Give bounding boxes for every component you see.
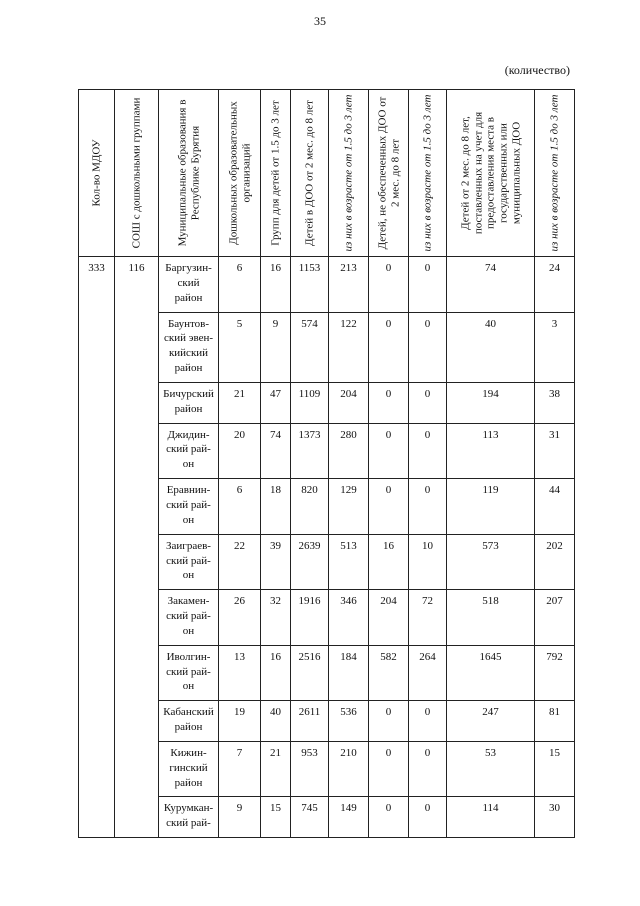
table-cell: 1645 bbox=[447, 645, 535, 701]
table-cell: 1916 bbox=[291, 590, 329, 646]
table-cell: 53 bbox=[447, 741, 535, 797]
table-cell: 7 bbox=[219, 741, 261, 797]
municipality-name-cell: Заиграев- ский рай- он bbox=[159, 534, 219, 590]
table-cell: 204 bbox=[329, 382, 369, 423]
table-cell: 0 bbox=[369, 382, 409, 423]
table-cell: 536 bbox=[329, 701, 369, 742]
table-cell: 38 bbox=[535, 382, 575, 423]
table-cell: 39 bbox=[261, 534, 291, 590]
page-number: 35 bbox=[314, 14, 326, 28]
table-cell: 22 bbox=[219, 534, 261, 590]
table-cell: 280 bbox=[329, 423, 369, 479]
table-cell: 10 bbox=[409, 534, 447, 590]
column-header-label: Кол-во МДОУ bbox=[90, 139, 103, 207]
table-header-row bbox=[79, 90, 575, 257]
table-cell: 19 bbox=[219, 701, 261, 742]
column-header-label: Детей от 2 мес. до 8 лет, поставленных на учет для предоставления места в государственных или муниципальных ДОО bbox=[458, 111, 522, 235]
table-cell: 6 bbox=[219, 479, 261, 535]
table-cell: 0 bbox=[409, 701, 447, 742]
table-cell: 953 bbox=[291, 741, 329, 797]
column-header-label: СОШ с дошкольными группами bbox=[130, 97, 143, 249]
column-header-label: Муниципальные образования в Республике Бурятия bbox=[175, 99, 201, 247]
table-cell: 194 bbox=[447, 382, 535, 423]
column-header-label: из них в возрасте от 1.5 до 3 лет bbox=[342, 94, 355, 252]
municipality-name-cell: Курумкан- ский рай- bbox=[159, 797, 219, 838]
table-cell: 792 bbox=[535, 645, 575, 701]
municipality-name-cell: Баунтов- ский эвен- кийский район bbox=[159, 312, 219, 382]
table-cell: 40 bbox=[261, 701, 291, 742]
table-cell: 0 bbox=[409, 741, 447, 797]
table-cell: 21 bbox=[261, 741, 291, 797]
municipality-name-cell: Бичурский район bbox=[159, 382, 219, 423]
table-cell: 122 bbox=[329, 312, 369, 382]
table-cell: 2611 bbox=[291, 701, 329, 742]
table-cell: 2639 bbox=[291, 534, 329, 590]
table-body bbox=[79, 257, 575, 838]
column-header-label: Детей, не обеспеченных ДОО от 2 мес. до 8 лет bbox=[375, 96, 401, 250]
column-header bbox=[159, 90, 219, 257]
table-cell: 745 bbox=[291, 797, 329, 838]
table-cell: 129 bbox=[329, 479, 369, 535]
table-cell: 113 bbox=[447, 423, 535, 479]
column-header bbox=[447, 90, 535, 257]
table-cell: 1153 bbox=[291, 257, 329, 313]
table-cell: 24 bbox=[535, 257, 575, 313]
column-header-label: Детей в ДОО от 2 мес. до 8 лет bbox=[303, 100, 316, 246]
table-cell: 247 bbox=[447, 701, 535, 742]
table-cell: 346 bbox=[329, 590, 369, 646]
column-header bbox=[79, 90, 115, 257]
table-cell: 0 bbox=[409, 479, 447, 535]
table-cell: 13 bbox=[219, 645, 261, 701]
table-cell: 513 bbox=[329, 534, 369, 590]
municipality-name-cell: Кабанский район bbox=[159, 701, 219, 742]
table-cell: 0 bbox=[409, 797, 447, 838]
municipality-name-cell: Закамен- ский рай- он bbox=[159, 590, 219, 646]
table-cell: 184 bbox=[329, 645, 369, 701]
table-cell: 0 bbox=[369, 479, 409, 535]
table-cell: 0 bbox=[369, 257, 409, 313]
table-cell: 0 bbox=[409, 423, 447, 479]
table-cell: 114 bbox=[447, 797, 535, 838]
table-cell: 18 bbox=[261, 479, 291, 535]
table-cell: 264 bbox=[409, 645, 447, 701]
table-cell: 202 bbox=[535, 534, 575, 590]
table-cell: 16 bbox=[261, 645, 291, 701]
total-mdou-cell: 333 bbox=[79, 257, 115, 838]
table-cell: 40 bbox=[447, 312, 535, 382]
table-cell: 574 bbox=[291, 312, 329, 382]
table-cell: 0 bbox=[369, 797, 409, 838]
table-cell: 582 bbox=[369, 645, 409, 701]
table-cell: 5 bbox=[219, 312, 261, 382]
column-header-label: Дошкольных образовательных организаций bbox=[226, 101, 252, 245]
municipality-name-cell: Кижин- гинский район bbox=[159, 741, 219, 797]
table-cell: 518 bbox=[447, 590, 535, 646]
table-cell: 3 bbox=[535, 312, 575, 382]
column-header-label: из них в возрасте от 1.5 до 3 лет bbox=[421, 94, 434, 252]
table-cell: 2516 bbox=[291, 645, 329, 701]
column-header bbox=[219, 90, 261, 257]
column-header bbox=[115, 90, 159, 257]
table-cell: 72 bbox=[409, 590, 447, 646]
table-cell: 16 bbox=[261, 257, 291, 313]
table-cell: 44 bbox=[535, 479, 575, 535]
table-cell: 0 bbox=[369, 423, 409, 479]
municipality-name-cell: Баргузин- ский район bbox=[159, 257, 219, 313]
statistics-table bbox=[78, 89, 575, 838]
table-cell: 0 bbox=[409, 312, 447, 382]
table-cell: 6 bbox=[219, 257, 261, 313]
table-cell: 30 bbox=[535, 797, 575, 838]
table-cell: 0 bbox=[369, 741, 409, 797]
column-header bbox=[329, 90, 369, 257]
table-cell: 0 bbox=[409, 382, 447, 423]
table-cell: 26 bbox=[219, 590, 261, 646]
table-cell: 32 bbox=[261, 590, 291, 646]
table-cell: 1373 bbox=[291, 423, 329, 479]
table-cell: 1109 bbox=[291, 382, 329, 423]
unit-note: (количество) bbox=[504, 63, 570, 77]
column-header bbox=[369, 90, 409, 257]
table-cell: 15 bbox=[535, 741, 575, 797]
column-header-label: из них в возрасте от 1.5 до 3 лет bbox=[548, 94, 561, 252]
table-cell: 820 bbox=[291, 479, 329, 535]
table-cell: 74 bbox=[261, 423, 291, 479]
municipality-name-cell: Еравнин- ский рай- он bbox=[159, 479, 219, 535]
table-cell: 16 bbox=[369, 534, 409, 590]
column-header-label: Групп для детей от 1.5 до 3 лет bbox=[269, 100, 282, 246]
table-cell: 81 bbox=[535, 701, 575, 742]
table-cell: 207 bbox=[535, 590, 575, 646]
table-cell: 204 bbox=[369, 590, 409, 646]
column-header bbox=[409, 90, 447, 257]
table-cell: 47 bbox=[261, 382, 291, 423]
table-cell: 149 bbox=[329, 797, 369, 838]
table-cell: 119 bbox=[447, 479, 535, 535]
table-cell: 31 bbox=[535, 423, 575, 479]
table-cell: 15 bbox=[261, 797, 291, 838]
table-cell: 74 bbox=[447, 257, 535, 313]
column-header bbox=[291, 90, 329, 257]
total-sosh-cell: 116 bbox=[115, 257, 159, 838]
table-cell: 21 bbox=[219, 382, 261, 423]
table-cell: 0 bbox=[369, 312, 409, 382]
table-cell: 573 bbox=[447, 534, 535, 590]
table-row bbox=[79, 257, 575, 313]
table-cell: 20 bbox=[219, 423, 261, 479]
column-header bbox=[261, 90, 291, 257]
table-cell: 210 bbox=[329, 741, 369, 797]
table-cell: 9 bbox=[261, 312, 291, 382]
table-cell: 0 bbox=[409, 257, 447, 313]
column-header bbox=[535, 90, 575, 257]
table-cell: 213 bbox=[329, 257, 369, 313]
municipality-name-cell: Иволгин- ский рай- он bbox=[159, 645, 219, 701]
table-cell: 0 bbox=[369, 701, 409, 742]
municipality-name-cell: Джидин- ский рай- он bbox=[159, 423, 219, 479]
table-cell: 9 bbox=[219, 797, 261, 838]
